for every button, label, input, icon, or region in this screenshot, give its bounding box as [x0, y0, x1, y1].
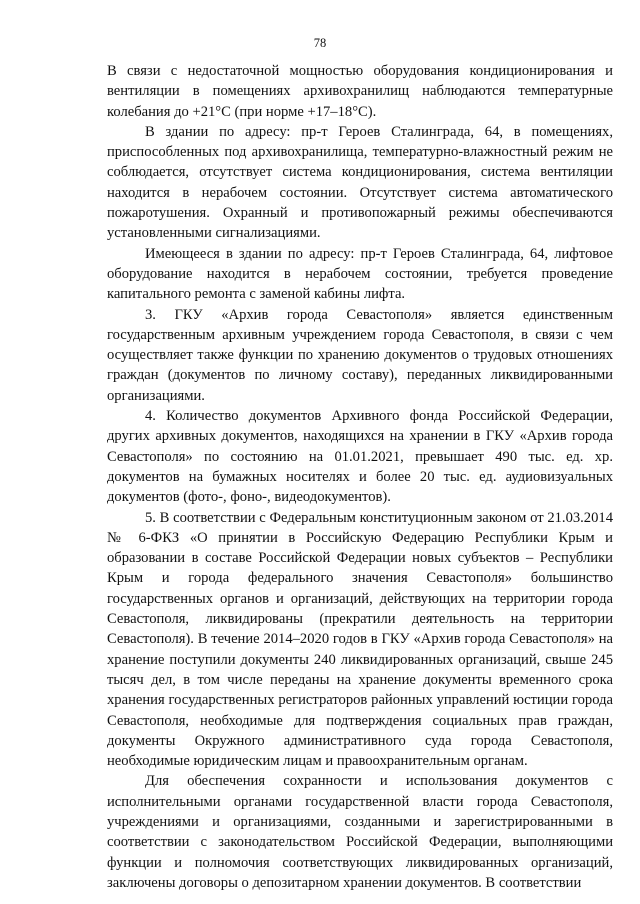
- paragraph-5: 4. Количество документов Архивного фонда Российской Федерации, других архивных документов, находящихся на хранении в ГКУ «Архив города Севастополя» по состоянию на 01.01.2021, превышает 490 тыс. ед. хр. документов на бумажных носителях и более 20 тыс. ед. аудиовизуальных документов (фото-, фоно-, видеодокументов).: [107, 408, 613, 506]
- paragraph-4: 3. ГКУ «Архив города Севастополя» является единственным государственным архивным учреждением города Севастополя, в связи с чем осуществляет также функции по хранению документов о трудовых отношениях граждан (документов по личному составу), переданных ликвидированными организациями.: [107, 306, 613, 404]
- paragraph-1: В связи с недостаточной мощностью оборудования кондиционирования и вентиляции в помещениях архивохранилищ наблюдаются температурные колебания до +21°С (при норме +17–18°С).: [107, 63, 613, 120]
- paragraph-7: Для обеспечения сохранности и использования документов с исполнительными органами государственной власти города Севастополя, учреждениями и организациями, созданными и зарегистрированными в соответствии с законодательством Российской Федерации, выполняющими функции и полномочия соответствующих ликвидированных организаций, заключены договоры о депозитарном хранении документов. В соответствии: [107, 773, 613, 891]
- paragraph-3: Имеющееся в здании по адресу: пр-т Героев Сталинграда, 64, лифтовое оборудование находится в нерабочем состоянии, требуется проведение капитального ремонта с заменой кабины лифта.: [107, 245, 613, 303]
- paragraph-6: 5. В соответствии с Федеральным конституционным законом от 21.03.2014 № 6-ФКЗ «О принятии в Российскую Федерацию Республики Крым и образовании в составе Российской Федерации новых субъектов – Республики Крым и города федерального значения Севастополя» большинство государственных органов и организаций, действующих на территории города Севастополя, ликвидированы (прекратили деятельность на территории Севастополя). В течение 2014–2020 годов в ГКУ «Архив города Севастополя» на хранение поступили документы 240 ликвидированных организаций, свыше 245 тысяч дел, в том числе переданы на хранение документы временного срока хранения государственных регистраторов районных управлений юстиции города Севастополя, необходимые для подтверждения социальных прав граждан, документы Окружного административного суда города Севастополя, необходимые юридическим лицам и правоохранительным органам.: [107, 509, 613, 770]
- page-number: 78: [313, 36, 327, 50]
- paragraph-2: В здании по адресу: пр-т Героев Сталинграда, 64, в помещениях, приспособленных под архивохранилища, температурно-влажностный режим не соблюдается, отсутствует система кондиционирования, система вентиляции находится в нерабочем состоянии. Отсутствует система автоматического пожаротушения. Охранный и противопожарный режимы обеспечиваются установленными сигнализациями.: [107, 123, 613, 242]
- document-body: [107, 61, 613, 893]
